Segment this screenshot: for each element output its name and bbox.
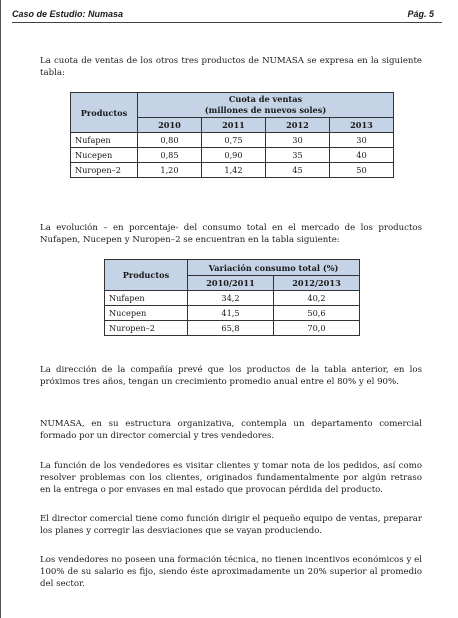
- table1-year-header: 2013: [329, 118, 393, 133]
- table1-year-header: 2012: [265, 118, 329, 133]
- table-row: [105, 306, 360, 321]
- table2-period-header: 2010/2011: [188, 276, 274, 291]
- sales-share-table: [70, 92, 394, 178]
- paragraph-intro-table1: La cuota de ventas de los otros tres productos de NUMASA se expresa en la siguiente tabla:: [40, 56, 422, 78]
- table-row: [71, 148, 394, 163]
- table2-value-cell: 34,2: [188, 291, 274, 306]
- page-number: Pág. 5: [407, 9, 434, 19]
- table2-value-cell: 40,2: [274, 291, 360, 306]
- table1-value-cell: 0,75: [201, 133, 265, 148]
- table1-group-header: [138, 93, 394, 118]
- table1-value-cell: 1,20: [138, 163, 202, 178]
- table1-value-cell: 0,80: [138, 133, 202, 148]
- paragraph-org-structure: NUMASA, en su estructura organizativa, contempla un departamento comercial formado por un director comercial y tres vendedores.: [40, 419, 422, 441]
- paragraph-growth-forecast: La dirección de la compañía prevé que los productos de la tabla anterior, en los próximos tres años, tengan un crecimiento promedio anual entre el 80% y el 90%.: [40, 365, 422, 387]
- paragraph-intro-table2: La evolución – en porcentaje- del consumo total en el mercado de los productos Nufapen, Nucepen y Nuropen–2 se encuentran en la tabla siguiente:: [40, 223, 422, 245]
- table1-product-cell: Nufapen: [71, 133, 138, 148]
- table1-value-cell: 45: [265, 163, 329, 178]
- table1-value-cell: 0,90: [201, 148, 265, 163]
- table-row: [71, 133, 394, 148]
- table1-value-cell: 1,42: [201, 163, 265, 178]
- table1-value-cell: 50: [329, 163, 393, 178]
- table2-product-cell: Nufapen: [105, 291, 188, 306]
- table1-group-header-line2: (millones de nuevos soles): [204, 105, 327, 115]
- table2-value-cell: 65,8: [188, 321, 274, 336]
- table2-group-header: Variación consumo total (%): [188, 260, 360, 276]
- table2-product-cell: Nuropen–2: [105, 321, 188, 336]
- table-row: [105, 321, 360, 336]
- paragraph-sales-function: La función de los vendedores es visitar clientes y tomar nota de los pedidos, así como resolver problemas con los clientes, originados fundamentalmente por algún retraso en la entrega o por envases en mal estado que provocan pérdida del producto.: [40, 461, 422, 495]
- table-row: [71, 163, 394, 178]
- table2-value-cell: 41,5: [188, 306, 274, 321]
- table1-product-header: Productos: [71, 93, 138, 133]
- table1-product-cell: Nucepen: [71, 148, 138, 163]
- table1-value-cell: 35: [265, 148, 329, 163]
- header-title: Caso de Estudio: Numasa: [12, 9, 124, 19]
- table2-product-header: Productos: [105, 260, 188, 291]
- paragraph-salespeople: Los vendedores no poseen una formación técnica, no tienen incentivos económicos y el 100% de su salario es fijo, siendo éste aproximadamente un 20% superior al promedio del sector.: [40, 555, 422, 589]
- table1-value-cell: 30: [265, 133, 329, 148]
- table2-period-header: 2012/2013: [274, 276, 360, 291]
- paragraph-director-function: El director comercial tiene como función dirigir el pequeño equipo de ventas, preparar los planes y corregir las desviaciones que se vayan produciendo.: [40, 514, 422, 536]
- table2-value-cell: 50,6: [274, 306, 360, 321]
- table2-product-cell: Nucepen: [105, 306, 188, 321]
- table1-year-header: 2011: [201, 118, 265, 133]
- table1-value-cell: 30: [329, 133, 393, 148]
- consumption-variation-table: [104, 259, 360, 336]
- page-border: [0, 0, 1, 618]
- table1-group-header-line1: Cuota de ventas: [228, 94, 303, 104]
- table2-value-cell: 70,0: [274, 321, 360, 336]
- table1-value-cell: 40: [329, 148, 393, 163]
- table1-value-cell: 0,85: [138, 148, 202, 163]
- table-row: [105, 291, 360, 306]
- page-header: [12, 9, 442, 23]
- table1-product-cell: Nuropen–2: [71, 163, 138, 178]
- table1-year-header: 2010: [138, 118, 202, 133]
- header-rule: [12, 22, 442, 23]
